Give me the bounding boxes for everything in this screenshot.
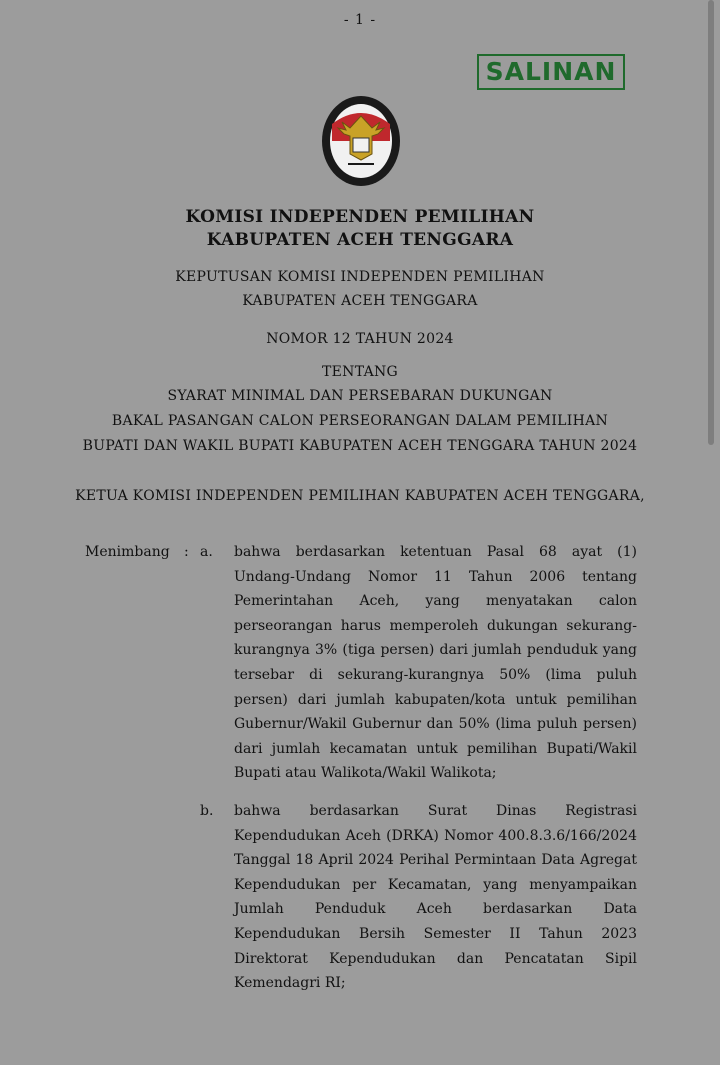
decision-number: NOMOR 12 TAHUN 2024 — [266, 331, 454, 347]
org-name-line2: KABUPATEN ACEH TENGGARA — [206, 230, 514, 250]
considering-label: Menimbang — [85, 544, 170, 560]
about-heading: TENTANG — [321, 364, 399, 380]
page-number: - 1 - — [343, 12, 377, 28]
considering-colon: : — [184, 544, 189, 560]
item-a-marker: a. — [200, 544, 213, 560]
kip-logo — [320, 94, 402, 188]
chair-heading: KETUA KOMISI INDEPENDEN PEMILIHAN KABUPATEN ACEH TENGGARA, — [75, 488, 645, 504]
subject-line3: BUPATI DAN WAKIL BUPATI KABUPATEN ACEH TENGGARA TAHUN 2024 — [82, 438, 638, 454]
decision-title-line2: KABUPATEN ACEH TENGGARA — [242, 293, 478, 309]
item-b-marker: b. — [200, 803, 214, 819]
salinan-stamp: SALINAN — [477, 54, 625, 90]
subject-line2: BAKAL PASANGAN CALON PERSEORANGAN DALAM PEMILIHAN — [111, 413, 609, 429]
subject-line1: SYARAT MINIMAL DAN PERSEBARAN DUKUNGAN — [167, 388, 553, 404]
item-b-text: bahwa berdasarkan Surat Dinas Registrasi Kependudukan Aceh (DRKA) Nomor 400.8.3.6/166/2024 Tanggal 18 April 2024 Perihal Permintaan Data Agregat Kependudukan per Kecamatan, yang menyampaikan Jumlah Penduduk Aceh berdasarkan Data Kependudukan Bersih Semester II Tahun 2023 Direktorat Kependudukan dan Pencatatan Sipil Kemendagri RI; — [234, 803, 637, 992]
item-a-text: bahwa berdasarkan ketentuan Pasal 68 ayat (1) Undang-Undang Nomor 11 Tahun 2006 tentang Pemerintahan Aceh, yang menyatakan calon perseorangan harus memperoleh dukungan sekurang-kurangnya 3% (tiga persen) dari jumlah penduduk yang tersebar di sekurang-kurangnya 50% (lima puluh persen) dari jumlah kabupaten/kota untuk pemilihan Gubernur/Wakil Gubernur dan 50% (lima puluh persen) dari jumlah kecamatan untuk pemilihan Bupati/Wakil Bupati atau Walikota/Wakil Walikota; — [234, 544, 637, 782]
kip-garuda-logo-icon — [320, 94, 402, 188]
scrollbar[interactable] — [708, 0, 714, 445]
org-name-line1: KOMISI INDEPENDEN PEMILIHAN — [185, 207, 535, 227]
decision-title-line1: KEPUTUSAN KOMISI INDEPENDEN PEMILIHAN — [175, 269, 545, 285]
